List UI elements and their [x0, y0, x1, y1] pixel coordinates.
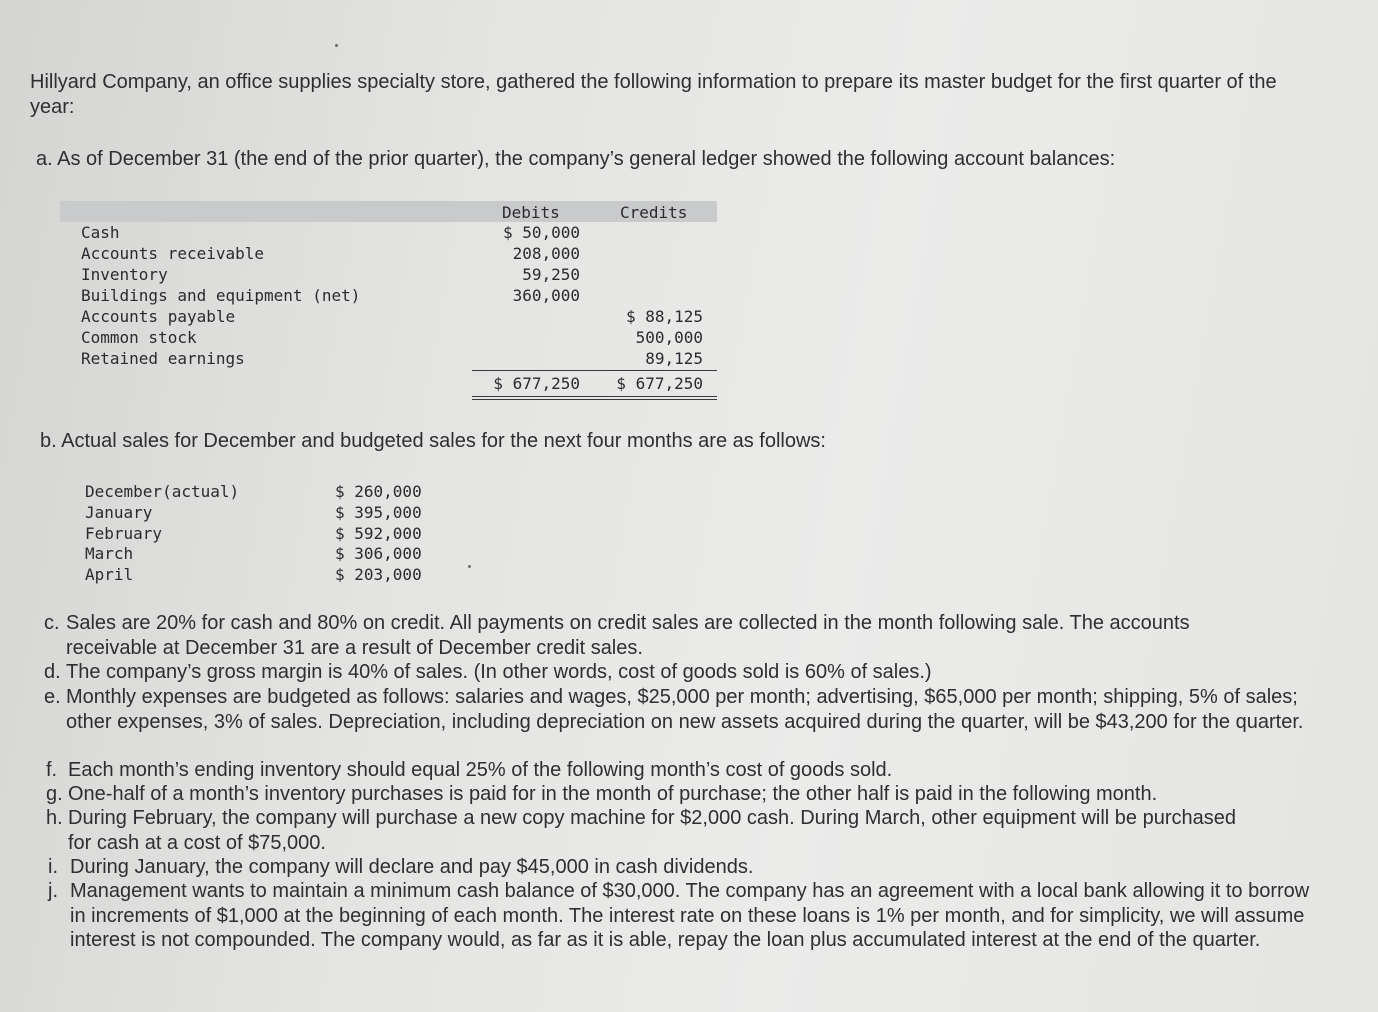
intro-paragraph: Hillyard Company, an office supplies specialty store, gathered the following information to prepare its master budget for the first quarter of the year: [30, 71, 1277, 118]
item-g-letter: g. [46, 783, 63, 805]
item-j-letter: j. [48, 880, 58, 902]
item-c-letter: c. [44, 612, 60, 634]
ledger-credit-common-stock: 500,000 [635, 328, 703, 347]
debits-header: Debits [502, 203, 560, 222]
ledger-account-common-stock: Common stock [81, 328, 197, 347]
sales-month-march: March [85, 544, 134, 563]
ledger-account-inventory: Inventory [81, 265, 168, 284]
ledger-account-accounts-receivable: Accounts receivable [81, 244, 265, 263]
item-i [48, 855, 1338, 880]
ledger-total-credits: $ 677,250 [616, 374, 703, 393]
credits-header: Credits [620, 203, 688, 222]
item-h-letter: h. [46, 807, 63, 829]
item-i-text: During January, the company will declare and pay $45,000 in cash dividends. [70, 856, 754, 878]
subtotal-rule [472, 370, 717, 371]
ledger-account-accounts-payable: Accounts payable [81, 307, 236, 326]
ledger-debit-cash: $ 50,000 [502, 223, 580, 242]
sales-month-february: February [85, 524, 163, 543]
page-speck [468, 565, 471, 568]
sales-month-december: December(actual) [85, 482, 240, 501]
item-d [44, 660, 1334, 685]
ledger-credit-accounts-payable: $ 88,125 [625, 307, 703, 326]
sales-amount-april: $ 203,000 [335, 565, 422, 584]
sales-month-january: January [85, 503, 153, 522]
item-d-text: The company’s gross margin is 40% of sales. (In other words, cost of goods sold is 60% of sales.) [66, 661, 932, 683]
item-f-text: Each month’s ending inventory should equal 25% of the following month’s cost of goods sold. [68, 759, 893, 781]
section-b-heading: b. Actual sales for December and budgeted sales for the next four months are as follows: [40, 430, 826, 452]
page-speck [335, 44, 338, 47]
ledger-debit-buildings: 360,000 [512, 286, 580, 305]
item-c-text: Sales are 20% for cash and 80% on credit. All payments on credit sales are collected in the month following sale. The accounts receivable at December 31 are a result of December credit sales. [66, 612, 1190, 659]
item-e-text: Monthly expenses are budgeted as follows: salaries and wages, $25,000 per month; advertising, $65,000 per month; shipping, 5% of sales; other expenses, 3% of sales. Depreciation, including depreciation on new assets acquired during the quarter, will be $43,200 for the quarter. [66, 686, 1304, 733]
item-c [44, 611, 1334, 660]
ledger-credit-retained-earnings: 89,125 [645, 349, 703, 368]
sales-amount-february: $ 592,000 [335, 524, 422, 543]
sales-amount-january: $ 395,000 [335, 503, 422, 522]
ledger-debit-inventory: 59,250 [522, 265, 580, 284]
item-e-letter: e. [44, 686, 61, 708]
item-i-letter: i. [48, 856, 58, 878]
item-h-text: During February, the company will purchase a new copy machine for $2,000 cash. During March, other equipment will be purchased for cash at a cost of $75,000. [68, 807, 1237, 854]
item-j-text: Management wants to maintain a minimum cash balance of $30,000. The company has an agreement with a local bank allowing it to borrow in increments of $1,000 at the beginning of each month. The interest rate on these loans is 1% per month, and for simplicity, we will assume interest is not compounded. The company would, as far as it is able, repay the loan plus accumulated interest at the end of the quarter. [70, 880, 1310, 951]
ledger-account-buildings: Buildings and equipment (net) [81, 286, 361, 305]
ledger-account-cash: Cash [81, 223, 120, 242]
item-g [46, 782, 1336, 807]
sales-month-april: April [85, 565, 134, 584]
ledger-account-retained-earnings: Retained earnings [81, 349, 245, 368]
ledger-header-bar [60, 201, 717, 222]
item-h [46, 806, 1336, 855]
item-f [46, 758, 1336, 783]
section-a-heading: a. As of December 31 (the end of the prior quarter), the company’s general ledger showed the following account balances: [36, 148, 1116, 170]
ledger-debit-accounts-receivable: 208,000 [512, 244, 580, 263]
total-double-rule-top [472, 396, 717, 397]
item-j [48, 879, 1338, 953]
ledger-total-debits: $ 677,250 [493, 374, 580, 393]
sales-amount-december: $ 260,000 [335, 482, 422, 501]
total-double-rule-bottom [472, 399, 717, 400]
sales-amount-march: $ 306,000 [335, 544, 422, 563]
item-g-text: One-half of a month’s inventory purchases is paid for in the month of purchase; the other half is paid in the following month. [68, 783, 1158, 805]
item-e [44, 685, 1334, 734]
item-d-letter: d. [44, 661, 61, 683]
item-f-letter: f. [46, 759, 58, 781]
